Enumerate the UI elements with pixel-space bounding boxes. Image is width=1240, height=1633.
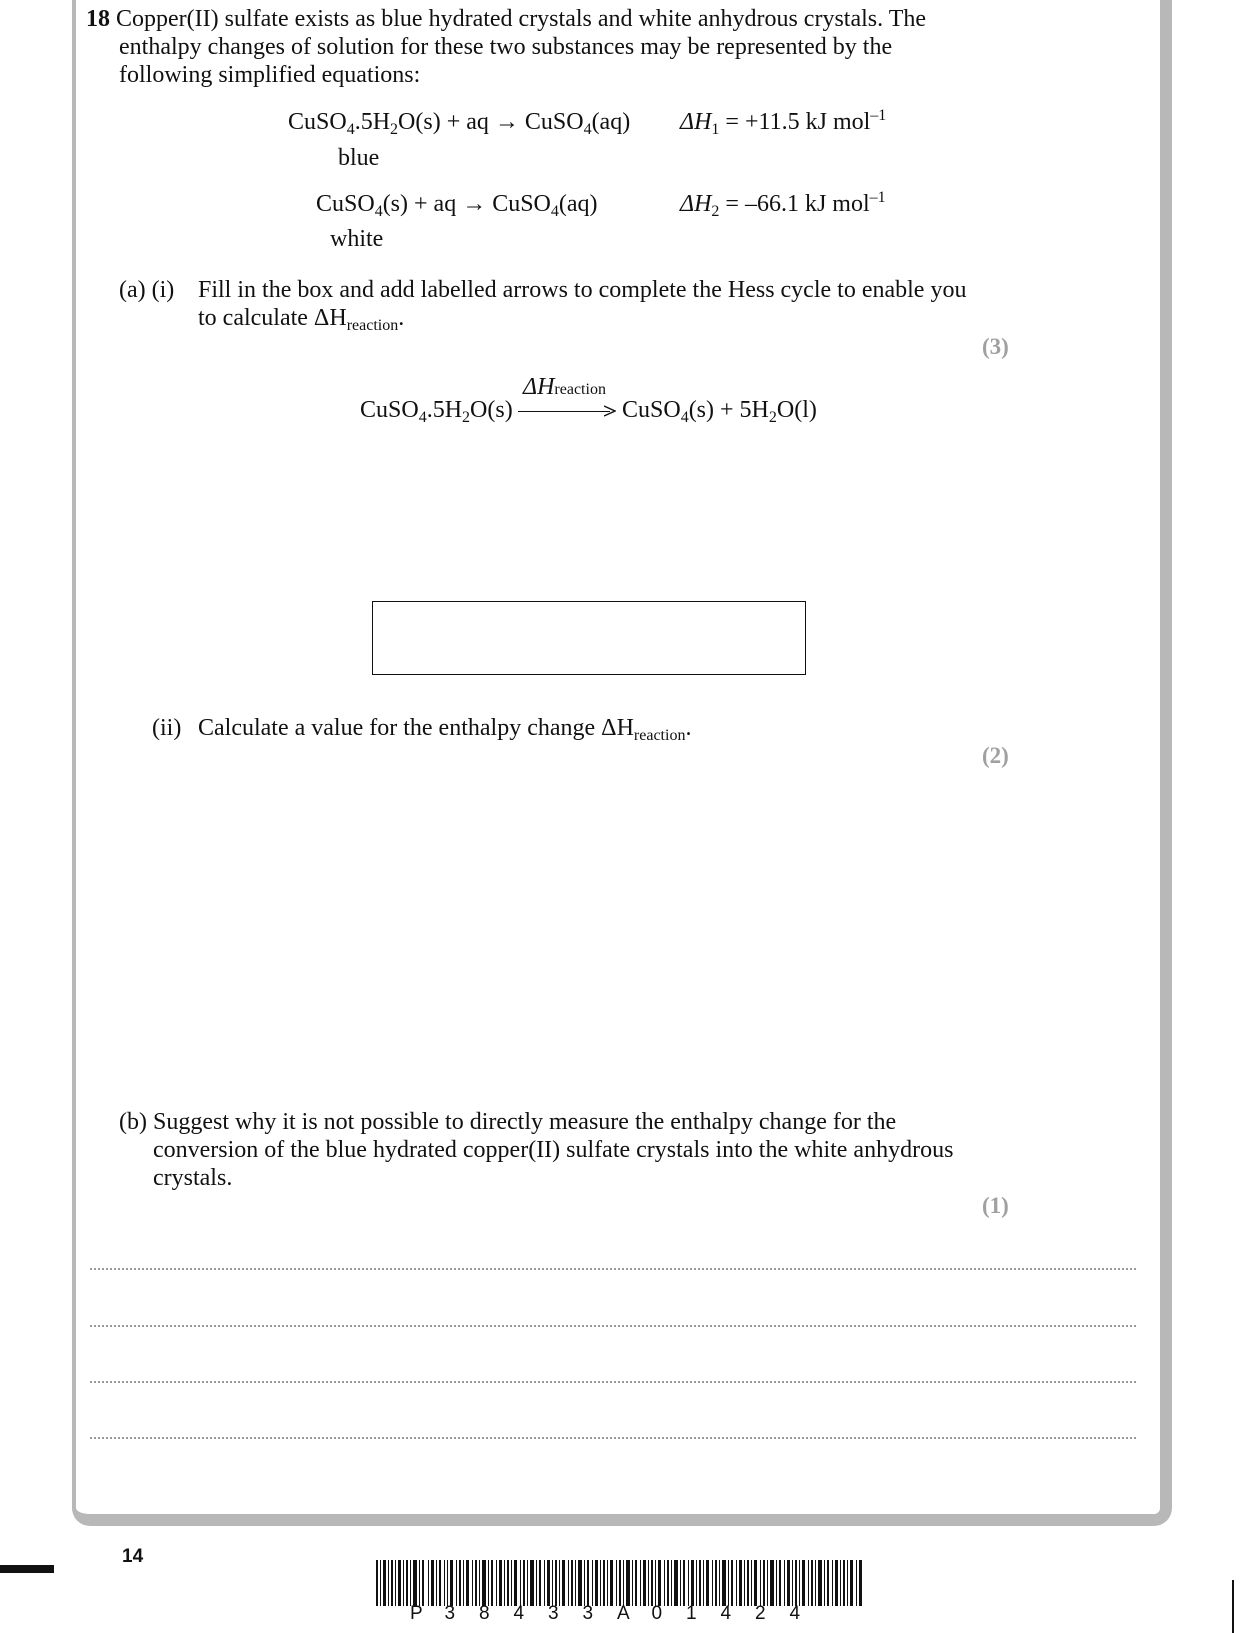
equation-blue: $CuSO_4.5H_2O(s)$ + aq → CuSO$_4$(aq) bbox=[288, 109, 631, 138]
answer-line[interactable] bbox=[90, 1381, 1136, 1383]
label-blue: blue bbox=[338, 145, 380, 171]
question-intro-line-3: following simplified equations: bbox=[119, 62, 421, 88]
margin-bar-left bbox=[0, 1565, 54, 1573]
part-a-i-text-2: to calculate $\Delta H_{reaction}$. bbox=[198, 305, 405, 334]
margin-bar-right bbox=[1232, 1580, 1234, 1633]
question-number: 18 bbox=[86, 6, 110, 32]
hess-arrow-head-icon bbox=[604, 405, 616, 417]
label-white: white bbox=[330, 226, 384, 252]
marks-b: (1) bbox=[982, 1193, 1009, 1218]
part-b-text-3: crystals. bbox=[153, 1165, 233, 1191]
answer-line[interactable] bbox=[90, 1437, 1136, 1439]
question-intro-line-2: enthalpy changes of solution for these two substances may be represented by the bbox=[119, 34, 893, 60]
enthalpy-dh2: $\Delta H_2 = -66.1$ kJ mol$^{-1}$ bbox=[680, 189, 886, 220]
enthalpy-dh1: $\Delta H_1 = +11.5$ kJ mol$^{-1}$ bbox=[680, 107, 887, 138]
hess-arrow-label: ΔHreaction bbox=[523, 374, 606, 400]
hess-answer-box[interactable] bbox=[372, 601, 806, 675]
answer-line[interactable] bbox=[90, 1325, 1136, 1327]
hess-product: CuSO$_4$(s) + $5H_2O(l)$ bbox=[622, 397, 817, 426]
part-a-i-label: (a) (i) bbox=[119, 277, 175, 303]
part-a-ii-text: Calculate a value for the enthalpy change $\Delta H_{reaction}$. bbox=[198, 715, 692, 744]
part-b-text-1: Suggest why it is not possible to directly measure the enthalpy change for the bbox=[153, 1109, 897, 1135]
hess-reactant: $CuSO_4.5H_2O(s)$ bbox=[360, 397, 513, 426]
barcode-text: P 3 8 4 3 3 A 0 1 4 2 4 bbox=[410, 1603, 801, 1624]
answer-line[interactable] bbox=[90, 1268, 1136, 1270]
marks-a-ii: (2) bbox=[982, 743, 1009, 768]
question-intro-line-1: 18 Copper(II) sulfate exists as blue hydrated crystals and white anhydrous crystals. The bbox=[86, 6, 926, 32]
hess-arrow-line bbox=[518, 411, 610, 412]
page-number: 14 bbox=[122, 1546, 144, 1567]
marks-a-i: (3) bbox=[982, 334, 1009, 359]
part-b-text-2: conversion of the blue hydrated copper(II) sulfate crystals into the white anhydrous bbox=[153, 1137, 954, 1163]
part-a-i-text-1: Fill in the box and add labelled arrows to complete the Hess cycle to enable you bbox=[198, 277, 967, 303]
part-b-label: (b) bbox=[119, 1109, 147, 1135]
part-a-ii-label: (ii) bbox=[152, 715, 182, 741]
equation-white: CuSO$_4$(s) + aq → CuSO$_4$(aq) bbox=[316, 191, 598, 220]
barcode bbox=[376, 1560, 862, 1606]
